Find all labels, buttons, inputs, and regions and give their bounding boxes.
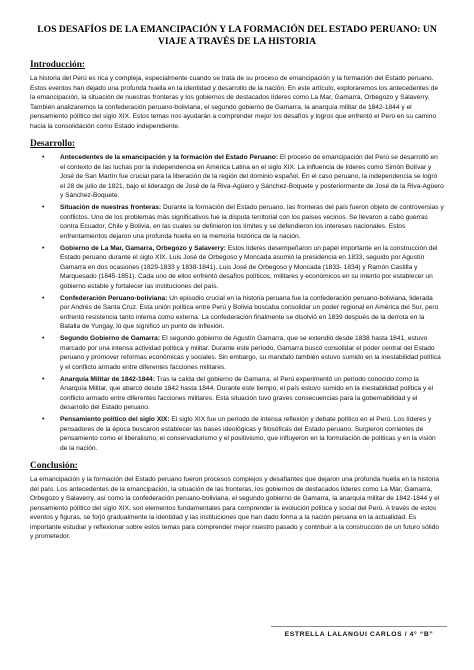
item-label: Gobierno de La Mar, Gamarra, Orbegozo y Salaverry: bbox=[60, 244, 226, 252]
item-label: Anarquía Militar de 1842-1844: bbox=[60, 375, 155, 383]
item-text: Durante la formación del Estado peruano, las fronteras del país fueron objeto de controversias y conflictos. Uno de los problemas más significativos fue la disputa territorial con los países vecinos. Se llevaron a cabo guerras contra Ecuador, Chile y Bolivia, en las cuales se definieron los límites y se defendieron los intereses nacionales. Estos enfrentamientos dejaron una profunda huella en la memoria histórica de la nación. bbox=[60, 204, 444, 240]
list-item bbox=[42, 244, 444, 292]
intro-heading: Introducción: bbox=[30, 60, 86, 70]
conclusion-heading: Conclusión: bbox=[30, 461, 78, 471]
list-item bbox=[42, 415, 444, 453]
item-label: Segundo Gobierno de Gamarra: bbox=[60, 335, 161, 342]
conclusion-paragraph: La emancipación y la formación del Estado peruano fueron procesos complejos y desafiantes que dejaron una profunda huella en la historia del país. Los antecedentes de la emancipación, la situación de las fronteras, los gobiernos de destacados líderes como La Mar, Gamarra, Orbegozo y Salaverry, así como la confederación peruano-boliviana, el segundo gobierno de Gamarra, la anarquía militar de 1842-1844 y el pensamiento político del siglo XIX, son elementos fundamentales para comprender la evolución política y social del Perú. A través de estos eventos y figuras, se forjó gradualmente la identidad y las instituciones que han dado forma a la nación peruana en la actualidad. Es importante estudiar y reflexionar sobre estos temas para comprender mejor nuestro pasado y contribuir a la construcción de un futuro sólido y prometedor. bbox=[30, 476, 440, 540]
document-title: LOS DESAFÍOS DE LA EMANCIPACIÓN Y LA FORMACIÓN DEL ESTADO PERUANO: UN VIAJE A TRAVÉS DE LA HISTORIA bbox=[37, 24, 437, 47]
item-label: Situación de nuestras fronteras: bbox=[60, 204, 162, 211]
bullet-icon: • bbox=[42, 375, 45, 383]
list-item bbox=[42, 153, 444, 201]
item-text: Tras la caída del gobierno de Gamarra, el Perú experimentó un período conocido como la Anarquía Militar, que abarcó desde 1842 hasta 1844. Durante este tiempo, el país estuvo sumido en la inestabilidad política y el conflicto armado entre diferentes facciones militares. Esta situación tuvo graves consecuencias para la gobernabilidad y el desarrollo del Estado peruano. bbox=[60, 375, 434, 411]
item-text: El segundo gobierno de Agustín Gamarra, que se extendió desde 1838 hasta 1841, estuvo marcado por una intensa actividad política y militar. Durante este período, Gamarra buscó consolidar el poder central del Estado peruano y promover reformas económicas y sociales. Sin embargo, su mandato también estuvo sumido en la inestabilidad política y el conflicto armado entre diferentes facciones militares. bbox=[60, 335, 441, 371]
bullet-icon: • bbox=[42, 294, 45, 302]
development-list bbox=[30, 153, 444, 453]
list-item bbox=[42, 203, 444, 241]
document-page bbox=[30, 24, 444, 550]
author-footer: ESTRELLA LALANGUI CARLOS / 4° “B” bbox=[271, 626, 447, 638]
bullet-icon: • bbox=[42, 416, 45, 423]
item-text: El siglo XIX fue un período de intensa reflexión y debate político en el Perú. Los líderes y pensadores de la época buscaron establecer las bases ideológicas y filosóficas del Estado peruano. Surgieron corrientes de pensamiento como el liberalismo, el conservadurismo y el positivismo, que influyeron en la formulación de políticas y en la visión de la nación. bbox=[60, 416, 436, 452]
list-item bbox=[42, 334, 444, 372]
intro-paragraph: La historia del Perú es rica y compleja, especialmente cuando se trata de su proceso de emancipación y la formación del Estado peruano. Estos eventos han dejado una profunda huella en la identidad y desarrollo de la nación. En este artículo, exploraremos los antecedentes de la emancipación, la situación de nuestras fronteras y los gobiernos de destacados líderes como La Mar, Gamarra, Orbegozo y Salaverry. También analizaremos la confederación peruano-boliviana, el segundo gobierno de Gamarra, la anarquía militar de 1842-1844 y el pensamiento político del siglo XIX. Estos temas nos ayudarán a comprender mejor los desafíos y logros que enfrentó el Perú en su camino hacia la consolidación como Estado independiente. bbox=[30, 75, 438, 130]
item-label: Confederación Peruano-boliviana: bbox=[60, 294, 168, 302]
item-label: Antecedentes de la emancipación y la formación del Estado Peruano: bbox=[60, 154, 279, 161]
bullet-icon: • bbox=[42, 244, 45, 252]
bullet-icon: • bbox=[42, 335, 45, 342]
list-item bbox=[42, 294, 444, 332]
bullet-icon: • bbox=[42, 154, 45, 161]
item-text: El proceso de emancipación del Perú se desarrolló en el contexto de las luchas por la independencia en América Latina en el siglo XIX. La influencia de líderes como Simón Bolívar y José de San Martín fue crucial para la liberación de la región del dominio español. En el caso peruano, la independencia se logró el 28 de julio de 1821, bajo el liderazgo de José de la Riva-Agüero y Sánchez-Boquete y posteriormente de José de la Riva-Agüero y Sánchez-Boquete. bbox=[60, 154, 444, 199]
item-text: Estos líderes desempeñaron un papel importante en la construcción del Estado peruano durante el siglo XIX. Luis José de Orbegoso y Moncada asumió la presidencia en 1833, seguido por Agustín Gamarra en dos ocasiones (1829-1833 y 1838-1841), Luis José de Orbegoso y Moncada (1833- 1834) y Ramón Castilla y Marquesado (1845-1851). Cada uno de ellos enfrentó desafíos políticos, militares y económicos en su intento por establecer un gobierno estable y fortalecer las instituciones del país. bbox=[60, 244, 438, 290]
list-item bbox=[42, 375, 444, 413]
item-text: Un episodio crucial en la historia peruana fue la confederación peruano-boliviana, liderada por Andrés de Santa Cruz. Esta unión política entre Perú y Bolivia buscaba consolidar un poder regional en América del Sur, pero enfrentó resistencia tanto interna como externa. La confederación finalmente se disolvió en 1839 después de la derrota en la Batalla de Yungay, lo que significó un punto de inflexión. bbox=[60, 294, 439, 330]
development-heading: Desarrollo: bbox=[30, 139, 76, 149]
item-label: Pensamiento político del siglo XIX: bbox=[60, 416, 170, 423]
bullet-icon: • bbox=[42, 204, 45, 211]
